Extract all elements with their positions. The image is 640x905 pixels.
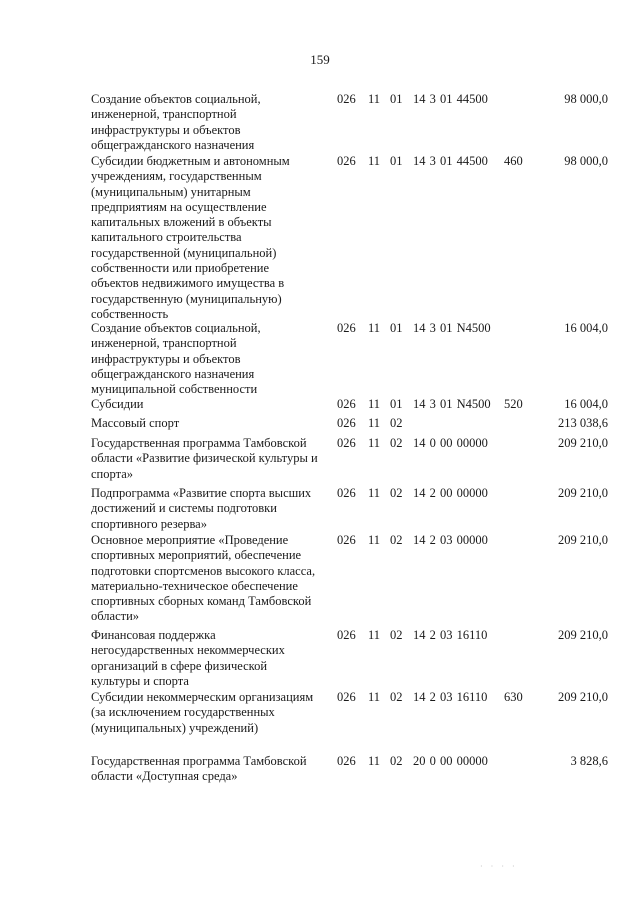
row-name: Государственная программа Тамбовской области «Развитие физической культуры и спорта» xyxy=(91,436,318,481)
row-name: Финансовая поддержка негосударственных некоммерческих организаций в сфере физической культуры и спорта xyxy=(91,628,285,688)
row-name: Субсидии xyxy=(91,397,144,411)
row-rz: 11 xyxy=(368,154,381,168)
row-pr: 02 xyxy=(390,690,403,704)
row-pr: 01 xyxy=(390,321,403,335)
row-pr: 02 xyxy=(390,754,403,768)
row-name: Создание объектов социальной, инженерной, транспортной инфраструктуры и объектов общегражданского назначения муниципальной собственности xyxy=(91,321,261,397)
row-name: Основное мероприятие «Проведение спортивных мероприятий, обеспечение подготовки спортсменов высокого класса, материально-техническое обеспечение спортивных сборных команд Тамбовской области» xyxy=(91,533,316,624)
row-pr: 01 xyxy=(390,92,403,106)
row-ved: 026 xyxy=(337,154,356,168)
row-rz: 11 xyxy=(368,321,381,335)
row-pr: 02 xyxy=(390,628,403,642)
row-ved: 026 xyxy=(337,754,356,768)
row-rz: 11 xyxy=(368,486,381,500)
row-ved: 026 xyxy=(337,321,356,335)
row-rz: 11 xyxy=(368,416,381,430)
row-pr: 02 xyxy=(390,533,403,547)
row-csr: 14 2 03 16110 xyxy=(413,628,488,642)
row-sum: 209 210,0 xyxy=(558,533,608,547)
page-number: 159 xyxy=(310,52,330,67)
row-vr: 630 xyxy=(504,690,523,704)
row-csr: 20 0 00 00000 xyxy=(413,754,488,768)
row-rz: 11 xyxy=(368,397,381,411)
row-csr: 14 0 00 00000 xyxy=(413,436,488,450)
row-pr: 02 xyxy=(390,416,403,430)
row-csr: 14 2 03 00000 xyxy=(413,533,488,547)
row-name: Подпрограмма «Развитие спорта высших достижений и системы подготовки спортивного резерва» xyxy=(91,486,312,531)
row-rz: 11 xyxy=(368,754,381,768)
row-name: Создание объектов социальной, инженерной, транспортной инфраструктуры и объектов общегражданского назначения xyxy=(91,92,261,152)
row-ved: 026 xyxy=(337,486,356,500)
row-sum: 209 210,0 xyxy=(558,486,608,500)
row-ved: 026 xyxy=(337,628,356,642)
row-sum: 16 004,0 xyxy=(564,321,608,335)
row-csr: 14 2 03 16110 xyxy=(413,690,488,704)
row-ved: 026 xyxy=(337,397,356,411)
row-sum: 98 000,0 xyxy=(564,92,608,106)
row-rz: 11 xyxy=(368,690,381,704)
row-pr: 01 xyxy=(390,397,403,411)
row-name: Субсидии бюджетным и автономным учреждениям, государственным (муниципальным) унитарным предприятиям на осуществление капитальных вложений в объекты капитального строительства государственной (муниципальной) собственности или приобретение объектов недвижимого имущества в государственную (муниципальную) собственность xyxy=(91,154,290,321)
row-ved: 026 xyxy=(337,92,356,106)
row-sum: 16 004,0 xyxy=(564,397,608,411)
row-csr: 14 2 00 00000 xyxy=(413,486,488,500)
row-rz: 11 xyxy=(368,628,381,642)
row-sum: 98 000,0 xyxy=(564,154,608,168)
row-ved: 026 xyxy=(337,690,356,704)
row-sum: 3 828,6 xyxy=(570,754,608,768)
row-pr: 02 xyxy=(390,436,403,450)
row-name: Субсидии некоммерческим организациям (за исключением государственных (муниципальных) учреждений) xyxy=(91,690,314,735)
row-ved: 026 xyxy=(337,436,356,450)
row-ved: 026 xyxy=(337,416,356,430)
row-rz: 11 xyxy=(368,533,381,547)
row-pr: 02 xyxy=(390,486,403,500)
row-csr: 14 3 01 44500 xyxy=(413,154,488,168)
row-name: Массовый спорт xyxy=(91,416,180,430)
row-csr: 14 3 01 N4500 xyxy=(413,321,491,335)
row-rz: 11 xyxy=(368,436,381,450)
scan-noise: · · · · xyxy=(480,862,518,871)
row-sum: 209 210,0 xyxy=(558,690,608,704)
row-sum: 213 038,6 xyxy=(558,416,608,430)
row-ved: 026 xyxy=(337,533,356,547)
row-rz: 11 xyxy=(368,92,381,106)
row-sum: 209 210,0 xyxy=(558,628,608,642)
row-vr: 460 xyxy=(504,154,523,168)
row-vr: 520 xyxy=(504,397,523,411)
row-pr: 01 xyxy=(390,154,403,168)
row-csr: 14 3 01 44500 xyxy=(413,92,488,106)
row-sum: 209 210,0 xyxy=(558,436,608,450)
row-name: Государственная программа Тамбовской области «Доступная среда» xyxy=(91,754,307,784)
row-csr: 14 3 01 N4500 xyxy=(413,397,491,411)
